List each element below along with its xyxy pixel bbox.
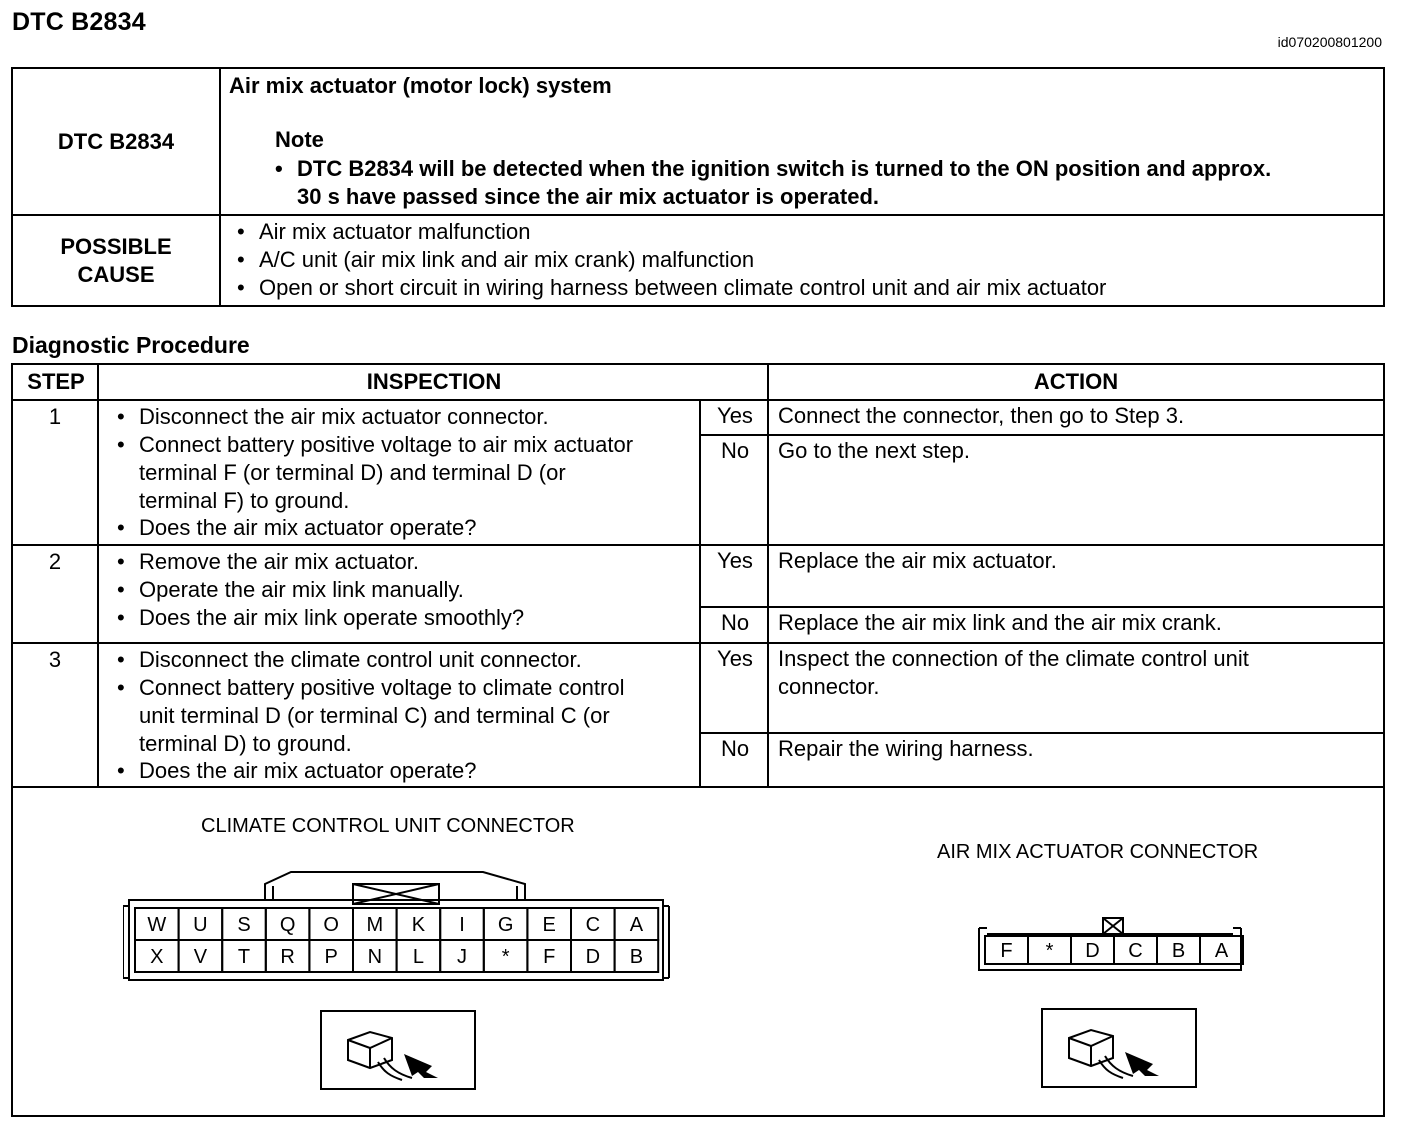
no-action: Go to the next step. bbox=[778, 438, 971, 463]
climate-connector-diagram bbox=[123, 860, 683, 990]
step-number: 1 bbox=[48, 404, 62, 429]
step-inspection bbox=[109, 548, 699, 632]
dtc-code-cell bbox=[13, 69, 221, 214]
pin-label: P bbox=[324, 946, 338, 968]
airmix-connector-label: AIR MIX ACTUATOR CONNECTOR bbox=[937, 841, 1259, 863]
pin-label: C bbox=[585, 914, 601, 936]
step-number: 3 bbox=[48, 647, 62, 672]
pin-label: N bbox=[367, 946, 383, 968]
pin-label: D bbox=[585, 946, 601, 968]
step-inspection bbox=[109, 646, 699, 785]
dtc-code-label: DTC B2834 bbox=[57, 128, 175, 154]
inspection-line: • Connect battery positive voltage to air mix actuator bbox=[109, 431, 699, 459]
pin-label: W bbox=[147, 914, 167, 936]
divider bbox=[13, 544, 1383, 546]
header-inspection: INSPECTION bbox=[366, 369, 502, 394]
pin-label: M bbox=[366, 914, 384, 936]
no-label: No bbox=[720, 736, 750, 761]
inspection-line: terminal F (or terminal D) and terminal D (or bbox=[139, 460, 566, 485]
system-title: Air mix actuator (motor lock) system bbox=[229, 73, 612, 98]
possible-cause-label-cell bbox=[13, 216, 221, 305]
pin-label: X bbox=[150, 946, 164, 968]
pin-label: L bbox=[412, 946, 424, 968]
pin-label: * bbox=[501, 946, 510, 968]
pin-label: F bbox=[1000, 940, 1013, 962]
yes-action-line: Inspect the connection of the climate control unit bbox=[778, 646, 1249, 671]
pin-label: I bbox=[459, 914, 465, 936]
inspection-line: terminal F) to ground. bbox=[139, 487, 350, 513]
pin-label: B bbox=[629, 946, 644, 968]
harness-side-view-icon bbox=[320, 1010, 476, 1090]
inspection-line: • Connect battery positive voltage to climate control bbox=[109, 674, 699, 702]
cause-item: • Air mix actuator malfunction bbox=[229, 218, 1106, 246]
pin-label: T bbox=[237, 946, 251, 968]
inspection-line: terminal D) to ground. bbox=[139, 730, 352, 756]
inspection-line: • Does the air mix actuator operate? bbox=[109, 757, 699, 785]
possible-cause-list-cell bbox=[221, 216, 1383, 305]
step-number: 2 bbox=[48, 549, 62, 574]
dtc-summary-table bbox=[11, 67, 1385, 307]
yes-action bbox=[778, 645, 1249, 700]
yes-label: Yes bbox=[717, 548, 753, 573]
pin-label: J bbox=[457, 946, 467, 968]
pin-label: B bbox=[1171, 940, 1186, 962]
yes-action-line: connector. bbox=[778, 673, 880, 699]
no-action: Repair the wiring harness. bbox=[778, 736, 1034, 761]
cause-item: • Open or short circuit in wiring harness between climate control unit and air mix actuator bbox=[229, 274, 1106, 302]
no-action: Replace the air mix link and the air mix crank. bbox=[778, 610, 1222, 635]
airmix-pin-grid bbox=[985, 936, 1243, 964]
pin-label: S bbox=[237, 914, 251, 936]
pin-label: V bbox=[193, 946, 208, 968]
divider bbox=[699, 732, 1383, 734]
divider bbox=[13, 399, 1383, 401]
pin-label: U bbox=[193, 914, 208, 936]
document-id: id070200801200 bbox=[1277, 34, 1382, 50]
no-label: No bbox=[720, 610, 750, 635]
pin-label: F bbox=[543, 946, 556, 968]
possible-cause-row bbox=[13, 216, 1383, 305]
pin-label: A bbox=[629, 914, 644, 936]
pin-label: K bbox=[411, 914, 426, 936]
note-line: 30 s have passed since the air mix actuator is operated. bbox=[297, 184, 880, 209]
note-line: • DTC B2834 will be detected when the ignition switch is turned to the ON position and approx. bbox=[267, 155, 1377, 183]
climate-connector-label: CLIMATE CONTROL UNIT CONNECTOR bbox=[201, 815, 575, 837]
inspection-line: • Does the air mix link operate smoothly? bbox=[109, 604, 699, 632]
inspection-line: • Remove the air mix actuator. bbox=[109, 548, 699, 576]
inspection-line: unit terminal D (or terminal C) and terminal C (or bbox=[139, 703, 610, 728]
yes-action: Replace the air mix actuator. bbox=[778, 548, 1057, 573]
inspection-line: • Does the air mix actuator operate? bbox=[109, 514, 699, 542]
yes-action: Connect the connector, then go to Step 3. bbox=[778, 403, 1185, 428]
pin-label: O bbox=[323, 914, 339, 936]
pin-label: A bbox=[1214, 940, 1229, 962]
cause-list bbox=[229, 218, 1106, 302]
climate-pin-grid bbox=[135, 908, 658, 972]
inspection-line: • Disconnect the climate control unit connector. bbox=[109, 646, 699, 674]
possible-cause-label: CAUSE bbox=[77, 261, 155, 287]
pin-label: R bbox=[280, 946, 295, 968]
divider bbox=[97, 365, 99, 786]
pin-label: D bbox=[1085, 940, 1100, 962]
header-step: STEP bbox=[27, 369, 85, 394]
possible-cause-label: POSSIBLE bbox=[60, 233, 172, 259]
pin-label: E bbox=[542, 914, 556, 936]
step-inspection bbox=[109, 403, 699, 542]
cause-item: • A/C unit (air mix link and air mix crank) malfunction bbox=[229, 246, 1106, 274]
divider bbox=[13, 786, 1383, 788]
yes-label: Yes bbox=[717, 403, 753, 428]
dtc-description-cell bbox=[221, 69, 1383, 214]
inspection-line: • Disconnect the air mix actuator connector. bbox=[109, 403, 699, 431]
diagnostic-procedure-table bbox=[11, 363, 1385, 1117]
page-title: DTC B2834 bbox=[12, 8, 146, 36]
inspection-line: • Operate the air mix link manually. bbox=[109, 576, 699, 604]
dtc-row bbox=[13, 69, 1383, 216]
header-action: ACTION bbox=[1033, 369, 1119, 394]
harness-side-view-icon bbox=[1041, 1008, 1197, 1088]
connector-latch bbox=[265, 872, 525, 900]
pin-label: Q bbox=[279, 914, 296, 936]
note-label: Note bbox=[275, 127, 324, 152]
section-title: Diagnostic Procedure bbox=[12, 332, 250, 358]
divider bbox=[699, 606, 1383, 608]
pin-label: C bbox=[1128, 940, 1143, 962]
pin-label: G bbox=[497, 914, 514, 936]
airmix-connector-diagram bbox=[973, 910, 1253, 980]
note-text bbox=[267, 155, 1377, 211]
divider bbox=[13, 642, 1383, 644]
yes-label: Yes bbox=[717, 646, 753, 671]
divider bbox=[699, 434, 1383, 436]
pin-label: * bbox=[1045, 940, 1054, 962]
no-label: No bbox=[720, 438, 750, 463]
